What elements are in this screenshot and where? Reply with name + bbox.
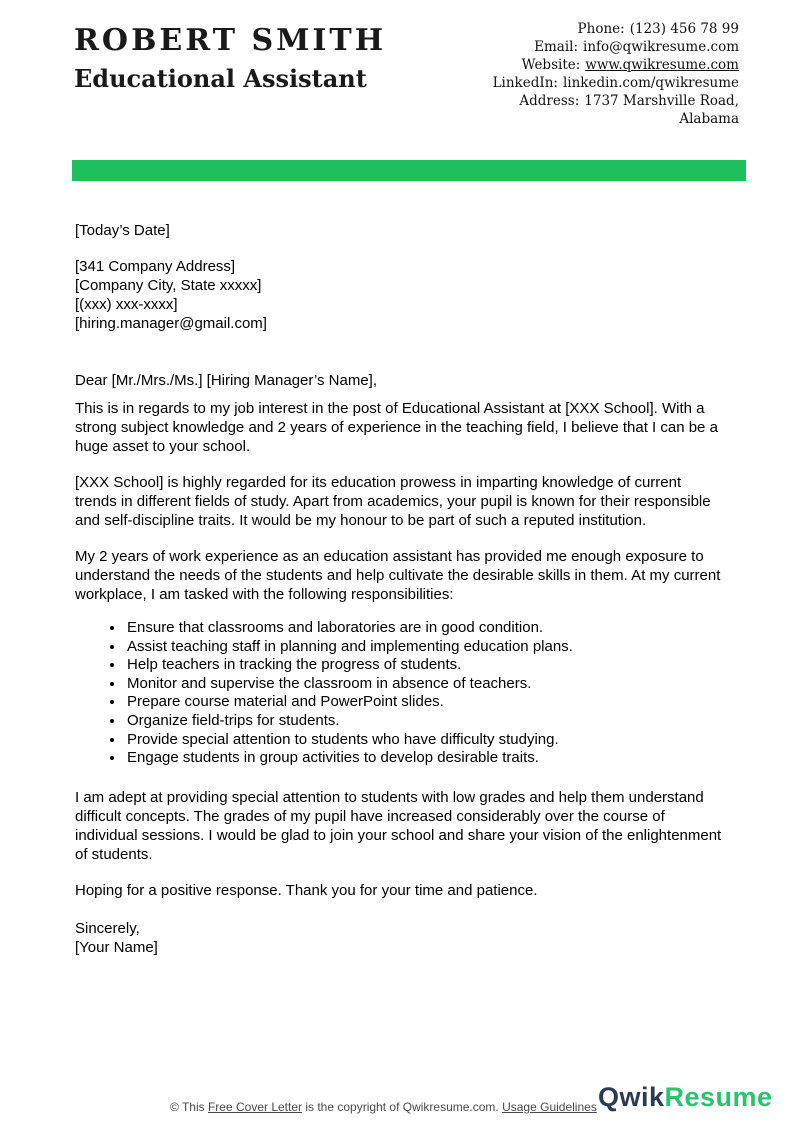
contact-address-label: Address: [519, 93, 580, 109]
letter-paragraph: I am adept at providing special attention to students with low grades and help them understand difficult concepts. The grades of my pupil have increased considerably over the course of individual sessions. I would be glad to join your school and share your vision of the enlightenment of students. [75, 788, 722, 863]
qwikresume-logo [598, 1081, 773, 1113]
contact-linkedin-label: LinkedIn: [492, 75, 558, 91]
person-title: Educational Assistant [74, 64, 367, 93]
bullet-item: • Provide special attention to students who have difficulty studying. [125, 731, 725, 750]
logo-qwik-text: Qwik [598, 1082, 665, 1112]
person-name: ROBERT SMITH [74, 23, 387, 58]
green-divider-bar [72, 160, 746, 181]
contact-website-link[interactable]: www.qwikresume.com [585, 57, 739, 73]
responsibilities-list [75, 619, 725, 768]
free-cover-letter-link[interactable]: Free Cover Letter [207, 1100, 303, 1114]
contact-email-value: info@qwikresume.com [583, 39, 739, 55]
copyright-prefix: © This [170, 1100, 208, 1114]
bullet-item: • Assist teaching staff in planning and implementing education plans. [125, 638, 725, 657]
contact-address-value: 1737 Marshville Road, [584, 93, 739, 109]
contact-phone [493, 20, 739, 38]
date-line: [Today’s Date] [75, 222, 170, 239]
recipient-line: [341 Company Address] [75, 258, 236, 275]
contact-email [493, 38, 739, 56]
bullet-item: • Ensure that classrooms and laboratories are in good condition. [125, 619, 725, 638]
contact-address-line2: Alabama [679, 111, 739, 127]
header [74, 24, 386, 93]
bullet-item: • Help teachers in tracking the progress of students. [125, 656, 725, 675]
salutation: Dear [Mr./Mrs./Ms.] [Hiring Manager’s Name], [75, 372, 378, 389]
contact-phone-value: (123) 456 78 99 [629, 21, 739, 37]
contact-linkedin-value: linkedin.com/qwikresume [562, 75, 739, 91]
contact-address-line1 [493, 92, 739, 110]
contact-block [493, 20, 739, 128]
recipient-block [75, 257, 725, 333]
recipient-line: [(xxx) xxx-xxxx] [75, 296, 178, 313]
contact-linkedin [493, 74, 739, 92]
letter-paragraph: [XXX School] is highly regarded for its education prowess in imparting knowledge of current trends in different fields of study. Apart from academics, your pupil is known for their responsible and self-discipline traits. It would be my honour to be part of such a reputed institution. [75, 474, 711, 529]
usage-guidelines-link[interactable]: Usage Guidelines [502, 1100, 597, 1114]
signature-placeholder: [Your Name] [75, 938, 158, 956]
footer-copyright [170, 1100, 597, 1115]
letter-paragraph: This is in regards to my job interest in the post of Educational Assistant at [XXX School]. With a strong subject knowledge and 2 years of experience in the teaching field, I believe that I can be a huge asset to your school. [75, 400, 718, 455]
signoff: Sincerely, [75, 919, 140, 937]
contact-website-label: Website: [521, 57, 581, 73]
letter-body [75, 221, 725, 957]
bullet-item: • Engage students in group activities to develop desirable traits. [125, 749, 725, 768]
contact-email-label: Email: [534, 39, 579, 55]
recipient-line: [Company City, State xxxxx] [75, 277, 262, 294]
copyright-middle: is the copyright of Qwikresume.com. [302, 1100, 503, 1114]
recipient-line: [hiring.manager@gmail.com] [75, 315, 267, 332]
signoff-block [75, 919, 725, 957]
contact-phone-label: Phone: [577, 21, 625, 37]
letter-paragraph: My 2 years of work experience as an education assistant has provided me enough exposure to understand the needs of the students and help cultivate the desirable skills in them. At my current workplace, I am tasked with the following responsibilities: [75, 548, 721, 603]
bullet-item: • Organize field-trips for students. [125, 712, 725, 731]
letter-paragraph: Hoping for a positive response. Thank you for your time and patience. [75, 881, 538, 899]
bullet-item: • Prepare course material and PowerPoint slides. [125, 693, 725, 712]
logo-resume-text: Resume [664, 1082, 773, 1112]
bullet-item: • Monitor and supervise the classroom in absence of teachers. [125, 675, 725, 694]
contact-website [493, 56, 739, 74]
